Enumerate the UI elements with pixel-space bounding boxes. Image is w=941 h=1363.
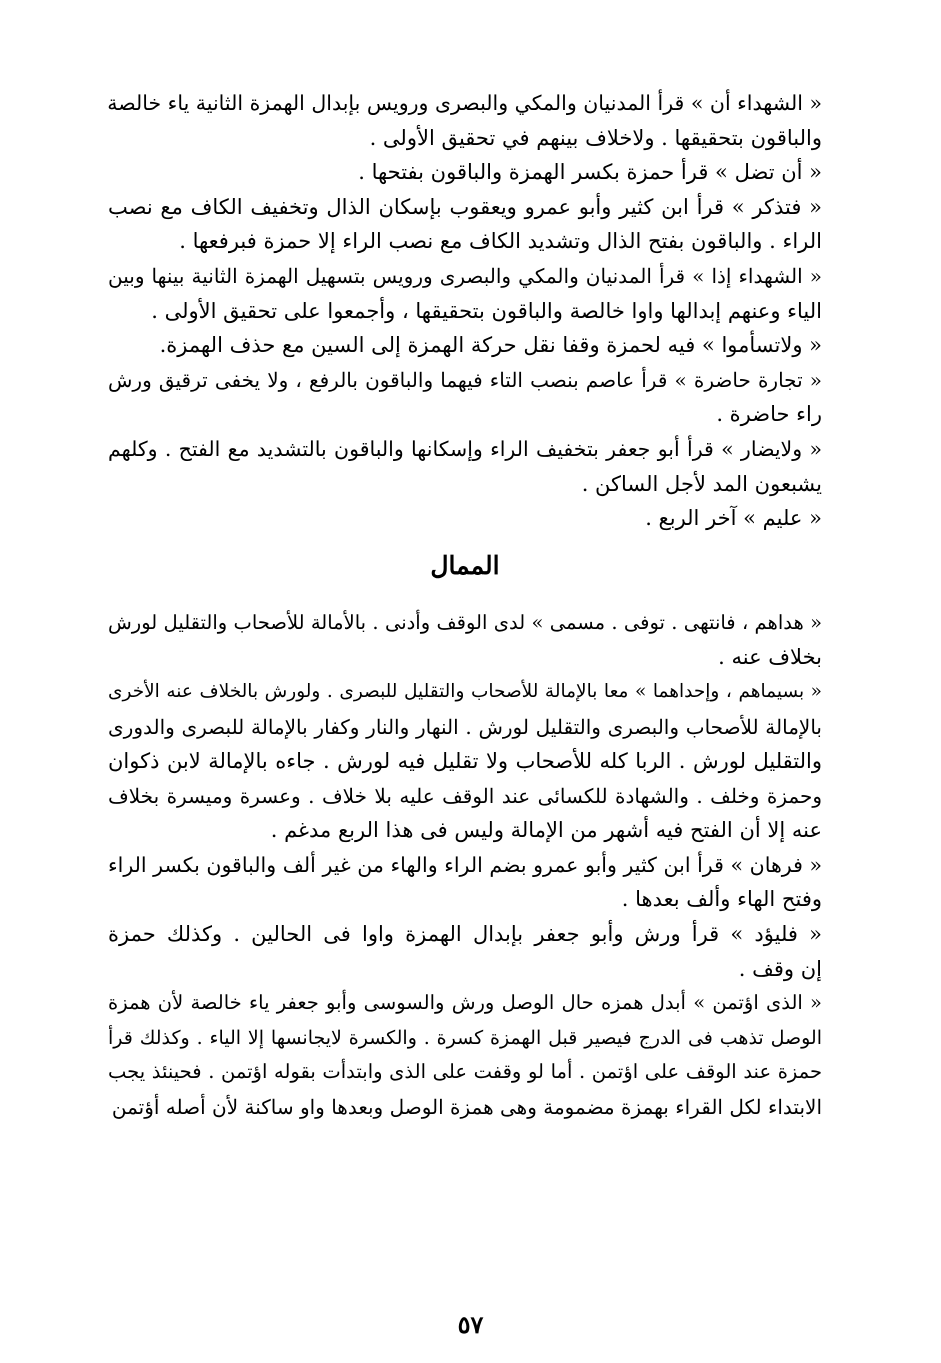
text-line: الوصل تذهب فى الدرج فيصير قبل الهمزة كسرة . والكسرة لايجانسها إلا الياء . وكذلك قرأ — [108, 1026, 822, 1049]
text-line: حمزة عند الوقف على اؤتمن . أما لو وقفت على الذى وابتدأت بقوله اؤتمن . فحينئذ يجب — [108, 1060, 822, 1084]
text-line: يشبعون المد لأجل الساكن . — [581, 471, 822, 496]
text-line: « ولاتسأموا » فيه لحمزة وقفا نقل حركة الهمزة إلى السين مع حذف الهمزة. — [159, 333, 822, 358]
bottom-block — [108, 606, 822, 1125]
paragraph — [108, 917, 822, 986]
text-line: « الذى اؤتمن » أبدل همزه حال الوصل ورش والسوسى وأبو جعفر ياء خالصة لأن همزة — [108, 991, 822, 1015]
text-line: والتقليل لورش . الربا كله للأصحاب ولا تقليل فيه لورش . جاءه بالإمالة لابن ذكوان — [108, 749, 822, 774]
text-line: « تجارة حاضرة » قرأ عاصم بنصب التاء فيهما والباقون بالرفع ، ولا يخفى ترقيق ورش — [108, 367, 822, 392]
text-line: « فليؤد » قرأ ورش وأبو جعفر بإبدال الهمزة واوا فى الحالين . وكذلك حمزة — [108, 922, 822, 947]
text-line: راء حاضرة . — [716, 402, 822, 427]
text-line: بخلاف عنه . — [718, 645, 822, 670]
paragraph — [108, 86, 822, 155]
text-line: والباقون بتحقيقها . ولاخلاف بينهم في تحقيق الأولى . — [369, 125, 822, 150]
paragraph — [108, 328, 822, 363]
text-line: وفتح الهاء وألف بعدها . — [621, 887, 822, 912]
text-line: « أن تضل » قرأ حمزة بكسر الهمزة والباقون بفتحها . — [358, 160, 822, 185]
paragraph — [108, 363, 822, 432]
top-block — [108, 86, 822, 536]
paragraph — [108, 259, 822, 328]
paragraph — [108, 675, 822, 848]
paragraph — [108, 986, 822, 1124]
text-line: الابتداء لكل القراء بهمزة مضمومة وهى همزة الوصل وبعدها واو ساكنة لأن أصله أؤتمن — [111, 1095, 822, 1120]
text-line: « الشهداء إذا » قرأ المدنيان والمكي والبصرى ورويس بتسهيل الهمزة الثانية بينها وبين — [108, 263, 822, 288]
text-line: بالإمالة للأصحاب والبصرى والتقليل لورش . النهار والنار وكفار بالإمالة للبصرى والدورى — [108, 714, 822, 739]
text-line: « الشهداء أن » قرأ المدنيان والمكي والبصرى ورويس بإبدال الهمزة الثانية ياء خالصة — [107, 91, 822, 115]
text-line: وحمزة وخلف . والشهادة للكسائى عند الوقف عليه بلا خلاف . وعسرة وميسرة بخلاف — [108, 783, 822, 808]
paragraph — [108, 155, 822, 190]
paragraph — [108, 501, 822, 536]
text-line: إن وقف . — [738, 956, 822, 981]
text-line: « فتذكر » قرأ ابن كثير وأبو عمرو ويعقوب بإسكان الذال وتخفيف الكاف مع نصب — [108, 194, 822, 219]
text-line: « عليم » آخر الربع . — [645, 506, 822, 531]
paragraph — [108, 190, 822, 259]
text-line: « فرهان » قرأ ابن كثير وأبو عمرو بضم الراء والهاء من غير ألف والباقون بكسر الراء — [108, 852, 822, 877]
section-heading-area — [108, 536, 822, 606]
text-line: « ولايضار » قرأ أبو جعفر بتخفيف الراء وإسكانها والباقون بالتشديد مع الفتح . وكلهم — [108, 436, 822, 461]
paragraph — [108, 432, 822, 501]
text-line: « بسيماهم ، وإحداهما » معا بالإمالة للأصحاب والتقليل للبصرى . ولورش بالخلاف عنه الأخرى — [108, 680, 822, 702]
page-text — [108, 86, 822, 1125]
paragraph — [108, 848, 822, 917]
text-line: الراء . والباقون بفتح الذال وتشديد الكاف مع نصب الراء إلا حمزة فبرفعها . — [179, 229, 822, 254]
text-line: الياء وعنهم إبدالها واوا خالصة والباقون بتحقيقها ، وأجمعوا على تحقيق الأولى . — [151, 298, 822, 323]
section-title: الممال — [430, 550, 500, 580]
page-number: ٥٧ — [457, 1310, 484, 1339]
text-line: عنه إلا أن الفتح فيه أشهر من الإمالة وليس فى هذا الربع مدغم . — [270, 818, 822, 843]
text-line: « هداهم ، فانتهى . توفى . مسمى » لدى الوقف وأدنى . بالأمالة للأصحاب والتقليل لورش — [108, 610, 822, 634]
paragraph — [108, 606, 822, 675]
